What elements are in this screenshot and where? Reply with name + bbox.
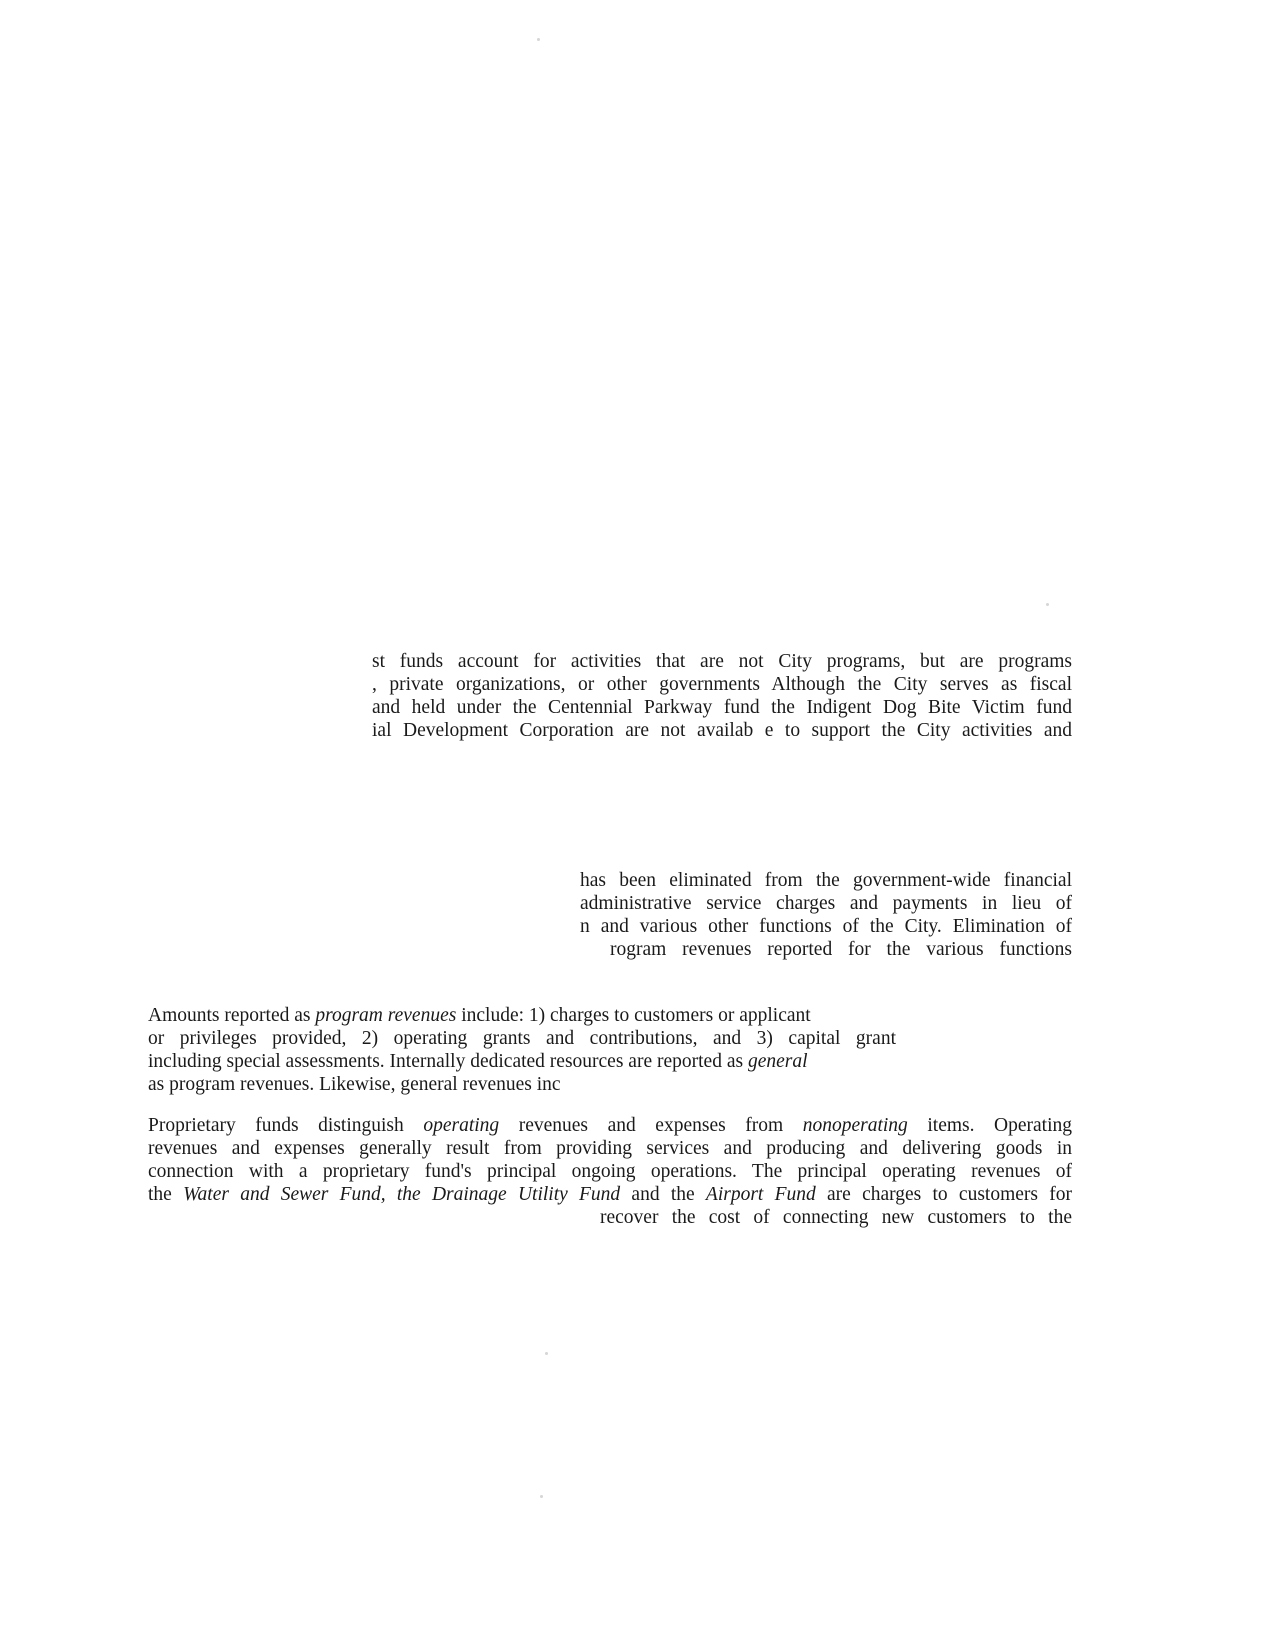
text-line: as program revenues. Likewise, general revenues inc (148, 1074, 561, 1095)
text-line: st funds account for activities that are not City programs, but are programs (372, 651, 1072, 672)
text-run-italic: program revenues (315, 1005, 457, 1026)
text-run: and the (620, 1184, 706, 1205)
scan-speck (540, 1495, 543, 1498)
text-line: rogram revenues reported for the various functions (610, 939, 1072, 960)
text-run: include: 1) charges to customers or applicant (456, 1005, 811, 1026)
text-line: and held under the Centennial Parkway fund the Indigent Dog Bite Victim fund (372, 697, 1072, 718)
text-line: n and various other functions of the City. Elimination of (580, 916, 1072, 937)
text-line (148, 1183, 1072, 1206)
text-line: , private organizations, or other governments Although the City serves as fiscal (372, 674, 1072, 695)
text-line: has been eliminated from the government-wide financial (580, 870, 1072, 891)
text-run: the (148, 1184, 184, 1205)
text-run-italic: Water and Sewer Fund, the Drainage Utility Fund (183, 1184, 621, 1205)
text-run-italic: nonoperating (802, 1115, 908, 1136)
text-line: administrative service charges and payments in lieu of (580, 893, 1072, 914)
text-line (148, 1114, 1072, 1137)
text-run: including special assessments. Internally dedicated resources are reported as (148, 1051, 748, 1072)
text-run: revenues and expenses from (499, 1115, 803, 1136)
scan-speck (1046, 603, 1049, 606)
text-run: Amounts reported as (148, 1005, 316, 1026)
text-run: are charges to customers for (815, 1184, 1072, 1205)
text-run: items. Operating (907, 1115, 1072, 1136)
text-line (148, 1004, 811, 1027)
scan-speck (545, 1352, 548, 1355)
text-run-italic: Airport Fund (705, 1184, 816, 1205)
text-line: ial Development Corporation are not availab e to support the City activities and (372, 720, 1072, 741)
text-line: recover the cost of connecting new customers to the (600, 1207, 1072, 1228)
text-run-italic: operating (423, 1115, 500, 1136)
text-line: connection with a proprietary fund's principal ongoing operations. The principal operating revenues of (148, 1161, 1072, 1182)
text-run-italic: general (747, 1051, 808, 1072)
text-line: or privileges provided, 2) operating grants and contributions, and 3) capital grant (148, 1028, 896, 1049)
text-line (148, 1050, 808, 1073)
text-run: Proprietary funds distinguish (148, 1115, 424, 1136)
text-line: revenues and expenses generally result from providing services and producing and delivering goods in (148, 1138, 1072, 1159)
scan-speck (537, 38, 540, 41)
